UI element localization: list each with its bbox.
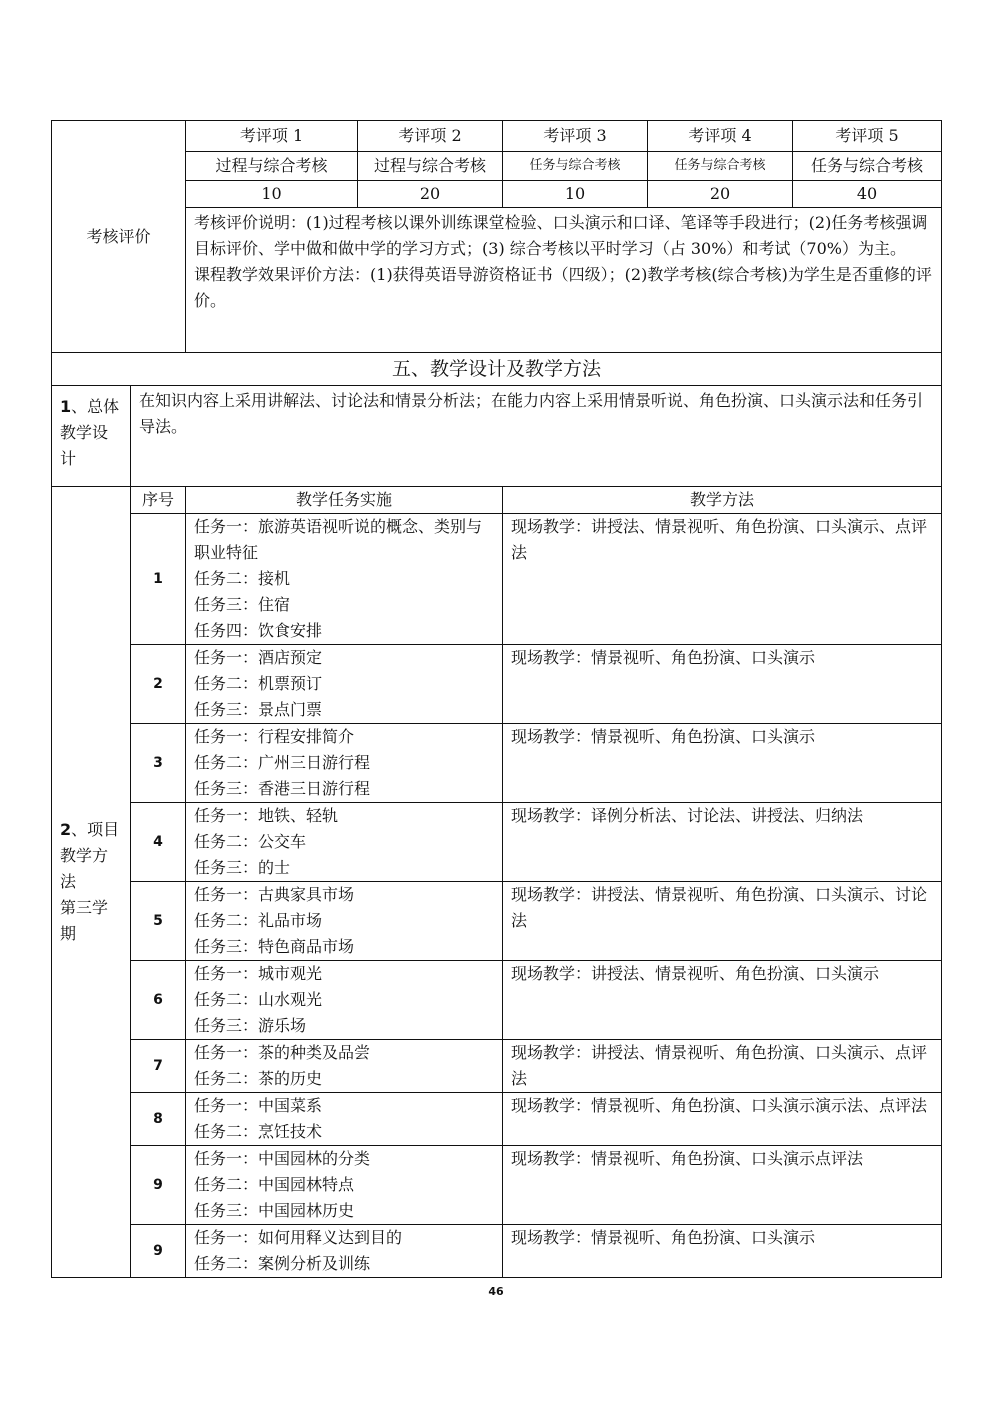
task-item: 任务三：香港三日游行程: [194, 779, 371, 798]
row-tasks: [186, 1225, 503, 1278]
task-item: 任务三：中国园林历史: [194, 1201, 355, 1220]
overall-design-text: 在知识内容上采用讲解法、讨论法和情景分析法；在能力内容上采用情景听说、角色扮演、口头演示法和任务引导法。: [131, 386, 942, 487]
row-seq: 6: [131, 961, 186, 1040]
assessment-item-name: 考评项 5: [793, 121, 942, 152]
task-item: 任务一：中国园林的分类: [194, 1149, 371, 1168]
syllabus-table: [51, 120, 942, 1278]
overall-design-row: [52, 386, 942, 487]
project-method-label: [52, 487, 131, 1278]
row-tasks: [186, 882, 503, 961]
table-row: [52, 1225, 942, 1278]
task-item: 任务三：景点门票: [194, 700, 323, 719]
seq-header: 序号: [131, 487, 186, 514]
task-item: 任务一：中国菜系: [194, 1096, 323, 1115]
table-row: [52, 1146, 942, 1225]
assessment-description-cell: [186, 208, 942, 353]
assessment-item-name: 考评项 2: [358, 121, 503, 152]
row-method: 现场教学：情景视听、角色扮演、口头演示: [503, 1225, 942, 1278]
task-item: 任务一：旅游英语视听说的概念、类别与职业特征: [194, 517, 483, 562]
table-row: [52, 961, 942, 1040]
project-method-label-text: 、项目教学方法: [60, 820, 120, 891]
row-method: 现场教学：情景视听、角色扮演、口头演示: [503, 724, 942, 803]
assessment-item-name: 考评项 3: [503, 121, 648, 152]
project-method-label-num: 2: [60, 820, 72, 839]
task-item: 任务二：案例分析及训练: [194, 1254, 371, 1273]
task-item: 任务一：古典家具市场: [194, 885, 355, 904]
row-method: 现场教学：讲授法、情景视听、角色扮演、口头演示、点评法: [503, 514, 942, 645]
assessment-item-score: 20: [358, 181, 503, 208]
row-seq: 4: [131, 803, 186, 882]
row-tasks: [186, 724, 503, 803]
task-item: 任务一：如何用释义达到目的: [194, 1228, 403, 1247]
row-seq: 3: [131, 724, 186, 803]
task-item: 任务三：特色商品市场: [194, 937, 355, 956]
task-item: 任务四：饮食安排: [194, 621, 323, 640]
table-row: [52, 645, 942, 724]
row-method: 现场教学：情景视听、角色扮演、口头演示点评法: [503, 1146, 942, 1225]
row-method: 现场教学：讲授法、情景视听、角色扮演、口头演示、讨论法: [503, 882, 942, 961]
task-item: 任务二：机票预订: [194, 674, 323, 693]
overall-design-label-num: 1: [60, 397, 72, 416]
assessment-item-name: 考评项 1: [186, 121, 358, 152]
task-item: 任务一：地铁、轻轨: [194, 806, 339, 825]
task-item: 任务一：茶的种类及品尝: [194, 1043, 371, 1062]
overall-design-label: [52, 386, 131, 487]
table-row: [52, 882, 942, 961]
section-title-row: [52, 353, 942, 386]
assessment-method: 课程教学效果评价方法：(1)获得英语导游资格证书（四级）；(2)教学考核(综合考核)为学生是否重修的评价。: [194, 265, 932, 310]
assessment-item-score: 40: [793, 181, 942, 208]
page-number: 46: [488, 1285, 504, 1298]
assessment-score-row: [52, 181, 942, 208]
assessment-item-type: 任务与综合考核: [793, 152, 942, 181]
assessment-item-type: 过程与综合考核: [186, 152, 358, 181]
assessment-item-score: 10: [186, 181, 358, 208]
method-header: 教学方法: [503, 487, 942, 514]
row-seq: 5: [131, 882, 186, 961]
task-item: 任务一：酒店预定: [194, 648, 323, 667]
assessment-item-name: 考评项 4: [648, 121, 793, 152]
assessment-item-score: 20: [648, 181, 793, 208]
row-tasks: [186, 514, 503, 645]
row-seq: 9: [131, 1225, 186, 1278]
section-title: 五、教学设计及教学方法: [52, 353, 942, 386]
task-item: 任务二：礼品市场: [194, 911, 323, 930]
task-item: 任务二：公交车: [194, 832, 307, 851]
project-method-semester: 第三学期: [60, 898, 109, 943]
row-tasks: [186, 1040, 503, 1093]
row-tasks: [186, 1146, 503, 1225]
task-item: 任务二：中国园林特点: [194, 1175, 355, 1194]
task-item: 任务二：烹饪技术: [194, 1122, 323, 1141]
task-item: 任务二：山水观光: [194, 990, 323, 1009]
assessment-description-row: [52, 208, 942, 353]
row-seq: 9: [131, 1146, 186, 1225]
row-seq: 8: [131, 1093, 186, 1146]
row-tasks: [186, 645, 503, 724]
tasks-header: 教学任务实施: [186, 487, 503, 514]
row-method: 现场教学：情景视听、角色扮演、口头演示: [503, 645, 942, 724]
task-item: 任务一：城市观光: [194, 964, 323, 983]
task-item: 任务二：广州三日游行程: [194, 753, 371, 772]
row-method: 现场教学：讲授法、情景视听、角色扮演、口头演示: [503, 961, 942, 1040]
assessment-type-row: [52, 152, 942, 181]
row-seq: 2: [131, 645, 186, 724]
task-item: 任务三：游乐场: [194, 1016, 307, 1035]
row-tasks: [186, 961, 503, 1040]
assessment-label: 考核评价: [52, 121, 186, 353]
assessment-header-row: [52, 121, 942, 152]
task-item: 任务一：行程安排简介: [194, 727, 355, 746]
table-row: [52, 1093, 942, 1146]
table-row: [52, 803, 942, 882]
row-tasks: [186, 803, 503, 882]
assessment-description: 考核评价说明：(1)过程考核以课外训练课堂检验、口头演示和口译、笔译等手段进行；(2)任务考核强调目标评价、学中做和做中学的学习方式；(3) 综合考核以平时学习（占 30%）和考试（70%）为主。: [194, 213, 928, 258]
table-row: [52, 1040, 942, 1093]
assessment-item-type: 任务与综合考核: [648, 152, 793, 181]
table-row: [52, 724, 942, 803]
assessment-item-type: 过程与综合考核: [358, 152, 503, 181]
method-header-row: [52, 487, 942, 514]
assessment-item-type: 任务与综合考核: [503, 152, 648, 181]
row-tasks: [186, 1093, 503, 1146]
task-item: 任务二：茶的历史: [194, 1069, 323, 1088]
row-method: 现场教学：译例分析法、讨论法、讲授法、归纳法: [503, 803, 942, 882]
document-page: [51, 120, 941, 1278]
task-item: 任务二：接机: [194, 569, 291, 588]
row-method: 现场教学：讲授法、情景视听、角色扮演、口头演示、点评法: [503, 1040, 942, 1093]
task-item: 任务三：住宿: [194, 595, 291, 614]
task-item: 任务三：的士: [194, 858, 291, 877]
assessment-item-score: 10: [503, 181, 648, 208]
row-method: 现场教学：情景视听、角色扮演、口头演示演示法、点评法: [503, 1093, 942, 1146]
row-seq: 1: [131, 514, 186, 645]
row-seq: 7: [131, 1040, 186, 1093]
table-row: [52, 514, 942, 645]
overall-design-label-text: 、总体教学设计: [60, 397, 120, 468]
